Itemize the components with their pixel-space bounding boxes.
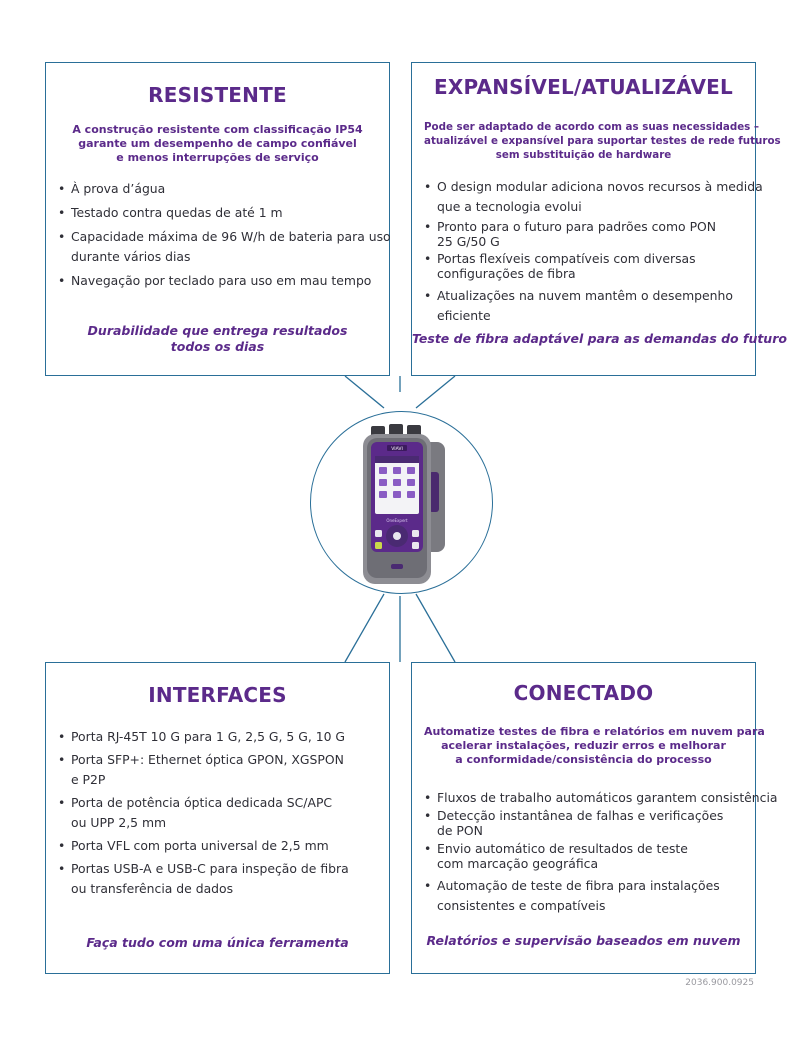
document-code: 2036.900.0925	[685, 978, 754, 988]
panel-resistente	[45, 62, 390, 376]
list-item: • Portas flexíveis compatíveis com diversas configurações de fibra	[422, 251, 747, 281]
list-item: • Porta VFL com porta universal de 2,5 mm	[56, 836, 381, 856]
device-image-circle	[310, 411, 493, 594]
bullet-list	[56, 179, 391, 291]
bullet-list	[56, 727, 381, 899]
handheld-tester-illustration	[311, 412, 492, 593]
panel-intro: Pode ser adaptado de acordo com as suas necessidades – atualizável e expansível para suportar testes de rede futuros sem substituição de hardware	[424, 121, 781, 161]
panel-conectado	[411, 662, 778, 974]
list-item: • Porta SFP+: Ethernet óptica GPON, XGSPON e P2P	[56, 750, 381, 790]
panel-intro: Automatize testes de fibra e relatórios em nuvem para acelerar instalações, reduzir erros e melhorar a conformidade/consistência do processo	[424, 725, 765, 766]
list-item: • O design modular adiciona novos recursos à medida que a tecnologia evolui	[422, 177, 747, 217]
panel-tagline: Durabilidade que entrega resultados todos os dias	[87, 323, 348, 354]
list-item: • Porta de potência óptica dedicada SC/APC ou UPP 2,5 mm	[56, 793, 381, 833]
list-item: • Fluxos de trabalho automáticos garantem consistência	[422, 788, 747, 808]
connector-bottom-left	[345, 594, 384, 662]
panel-tagline: Relatórios e supervisão baseados em nuvem	[426, 933, 741, 948]
bullet-list	[422, 177, 763, 326]
connector-bottom-right	[416, 594, 455, 662]
panel-tagline: Teste de fibra adaptável para as demandas do futuro	[412, 331, 787, 346]
list-item: • Pronto para o futuro para padrões como PON 25 G/50 G	[422, 219, 747, 249]
list-item: • Portas USB-A e USB-C para inspeção de fibra ou transferência de dados	[56, 859, 381, 899]
list-item: • Atualizações na nuvem mantêm o desempenho eficiente	[422, 286, 747, 326]
list-item: • Navegação por teclado para uso em mau tempo	[56, 271, 381, 291]
list-item: • Porta RJ-45T 10 G para 1 G, 2,5 G, 5 G, 10 G	[56, 727, 381, 747]
bullet-list	[422, 788, 778, 916]
panel-expansivel	[411, 62, 787, 376]
panel-title: RESISTENTE	[148, 83, 287, 107]
connector-top-right	[416, 376, 455, 408]
connector-top-left	[345, 376, 384, 408]
list-item: • À prova d’água	[56, 179, 381, 199]
panel-interfaces	[45, 662, 390, 974]
list-item: • Capacidade máxima de 96 W/h de bateria para uso durante vários dias	[56, 227, 381, 267]
list-item: • Automação de teste de fibra para instalações consistentes e compatíveis	[422, 876, 747, 916]
panel-title: CONECTADO	[513, 681, 654, 705]
panel-title: INTERFACES	[148, 683, 287, 707]
panel-intro: A construção resistente com classificação IP54 garante um desempenho de campo confiável e menos interrupções de serviço	[72, 123, 363, 164]
panel-title: EXPANSÍVEL/ATUALIZÁVEL	[434, 75, 733, 99]
list-item: • Detecção instantânea de falhas e verificações de PON	[422, 808, 747, 838]
list-item: • Testado contra quedas de até 1 m	[56, 203, 381, 223]
panel-tagline: Faça tudo com uma única ferramenta	[86, 935, 349, 950]
device-brand: VIAVI	[391, 447, 403, 452]
device-model: OneExpert	[386, 518, 408, 523]
list-item: • Envio automático de resultados de teste com marcação geográfica	[422, 841, 747, 871]
